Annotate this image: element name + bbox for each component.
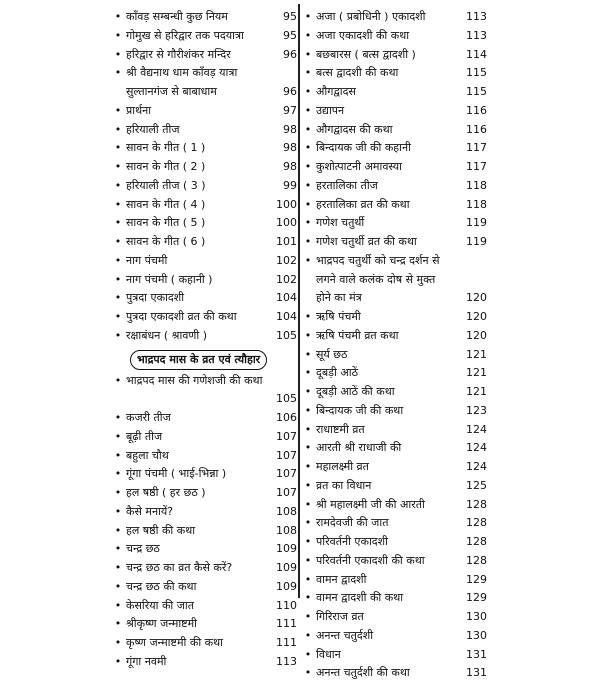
bullet-icon: • xyxy=(114,373,122,387)
toc-entry xyxy=(302,627,487,646)
toc-entry-page: 100 xyxy=(276,216,297,230)
bullet-icon: • xyxy=(114,141,122,155)
toc-entry xyxy=(112,252,297,271)
toc-entry-title: रामदेवजी की जात xyxy=(316,516,389,530)
toc-entry-title: गूंगा पंचमी ( भाई-भिन्ना ) xyxy=(126,467,227,481)
toc-entry xyxy=(302,496,487,515)
toc-entry xyxy=(112,64,297,102)
toc-entry xyxy=(112,233,297,252)
toc-entry-title: वामन द्वादशी की कथा xyxy=(316,591,404,605)
toc-entry-title: भाद्रपद चतुर्थी को चन्द्र दर्शन से लगने वाले कलंक दोष से मुक्त होने का मंत्र xyxy=(316,253,440,305)
toc-entry-title: दूबड़ी आठें की कथा xyxy=(316,385,395,398)
bullet-icon: • xyxy=(114,178,122,192)
toc-entry-page: 128 xyxy=(466,535,487,548)
toc-entry-page: 107 xyxy=(276,429,297,443)
toc-entry xyxy=(112,121,297,140)
toc-entry xyxy=(302,64,487,83)
toc-entry-page: 131 xyxy=(466,647,487,661)
toc-entry-title: सावन के गीत ( 5 ) xyxy=(126,216,206,230)
toc-entry xyxy=(112,540,297,559)
bullet-icon: • xyxy=(304,535,312,548)
toc-entry-page: 113 xyxy=(276,654,297,668)
toc-entry-page: 114 xyxy=(466,47,487,61)
toc-entry-title: बिन्दायक जी की कहानी xyxy=(316,141,411,155)
bullet-icon: • xyxy=(304,666,312,680)
toc-entry-page: 130 xyxy=(466,610,487,623)
toc-entry-title: राधाष्टमी व्रत xyxy=(316,422,365,436)
toc-entry-title: हरतालिका तीज xyxy=(316,178,378,192)
toc-entry-title: गोमुख से हरिद्वार तक पदयात्रा xyxy=(126,28,244,42)
toc-entry-page: 130 xyxy=(466,628,487,642)
toc-entry-title: अनन्त चतुर्दशी xyxy=(316,628,374,642)
bullet-icon: • xyxy=(304,422,312,436)
bullet-icon: • xyxy=(304,253,312,267)
toc-entry-title: ऋषि पंचमी व्रत कथा xyxy=(316,328,399,342)
toc-entry-page: 109 xyxy=(276,542,297,556)
toc-entry-page: 131 xyxy=(466,666,487,680)
toc-entry-page: 118 xyxy=(466,197,487,211)
toc-entry xyxy=(112,559,297,578)
toc-entry xyxy=(302,533,487,552)
toc-entry xyxy=(302,121,487,140)
toc-entry-title: औगद्वादस xyxy=(316,85,356,98)
bullet-icon: • xyxy=(114,235,122,248)
toc-entry-page: 97 xyxy=(283,103,297,117)
bullet-icon: • xyxy=(304,197,312,211)
toc-entry xyxy=(302,664,487,683)
bullet-icon: • xyxy=(114,467,122,481)
toc-entry-page: 124 xyxy=(466,460,487,473)
toc-entry xyxy=(112,634,297,653)
toc-entry-page: 111 xyxy=(276,636,297,649)
toc-entry-title: रक्षाबंधन ( श्रावणी ) xyxy=(126,328,208,342)
bullet-icon: • xyxy=(114,579,122,593)
toc-entry-title: बछबारस ( बत्स द्वादशी ) xyxy=(316,47,416,61)
bullet-icon: • xyxy=(304,553,312,567)
toc-entry-title: श्रीकृष्ण जन्माष्टमी xyxy=(126,617,198,631)
toc-entry-title: विधान xyxy=(316,647,341,661)
toc-entry xyxy=(112,158,297,177)
toc-entry-page: 123 xyxy=(466,403,487,417)
toc-entry xyxy=(302,102,487,121)
toc-entry-title: सूर्य छठ xyxy=(316,347,348,361)
toc-entry xyxy=(302,421,487,440)
toc-entry-page: 96 xyxy=(283,47,297,61)
toc-entry-page: 121 xyxy=(466,385,487,398)
toc-entry-page: 98 xyxy=(283,122,297,136)
toc-entry-title: वामन द्वादशी xyxy=(316,572,367,586)
toc-entry-page: 102 xyxy=(276,272,297,286)
toc-entry-title: काँवड़ सम्बन्धी कुछ नियम xyxy=(126,10,228,23)
bullet-icon: • xyxy=(304,103,312,117)
toc-entry-title: हरिद्वार से गौरीशंकर मन्दिर xyxy=(126,47,231,61)
toc-entry-title: गिरिराज व्रत xyxy=(316,610,364,623)
toc-entry-title: श्री महालक्ष्मी जी की आरती xyxy=(316,497,425,511)
toc-entry-page: 128 xyxy=(466,516,487,530)
toc-entry-page: 95 xyxy=(283,28,297,42)
section-heading-text: भाद्रपद मास के व्रत एवं त्यौहार xyxy=(130,350,267,370)
toc-entry-page: 110 xyxy=(276,598,297,612)
toc-entry xyxy=(302,196,487,215)
toc-entry xyxy=(302,402,487,421)
toc-entry-page: 116 xyxy=(466,122,487,136)
toc-entry-title: महालक्ष्मी व्रत xyxy=(316,460,369,473)
toc-entry-title: चन्द्र छठ xyxy=(126,542,160,556)
toc-entry-page: 106 xyxy=(276,411,297,424)
toc-entry-title: सावन के गीत ( 6 ) xyxy=(126,235,206,248)
toc-left-column xyxy=(112,8,297,672)
toc-entry-title: गूंगा नवमी xyxy=(126,654,167,668)
toc-entry xyxy=(112,27,297,46)
toc-entry xyxy=(302,158,487,177)
toc-entry-page: 111 xyxy=(276,617,297,631)
bullet-icon: • xyxy=(114,504,122,518)
toc-entry-title: श्री वैद्यनाथ धाम काँवड़ यात्रा सुल्तानगंज से बाबाधाम xyxy=(126,66,238,98)
toc-entry xyxy=(112,271,297,290)
toc-entry xyxy=(112,484,297,503)
toc-entry-title: सावन के गीत ( 4 ) xyxy=(126,197,206,211)
bullet-icon: • xyxy=(114,486,122,499)
toc-entry xyxy=(302,364,487,383)
toc-entry-title: नाग पंचमी xyxy=(126,253,168,267)
toc-entry xyxy=(302,214,487,233)
toc-entry xyxy=(302,608,487,627)
toc-entry xyxy=(112,465,297,484)
toc-entry-page: 107 xyxy=(276,448,297,462)
toc-entry-page: 124 xyxy=(466,441,487,455)
toc-entry xyxy=(112,139,297,158)
toc-entry-page: 120 xyxy=(466,291,487,305)
toc-entry xyxy=(302,383,487,402)
toc-entry-page: 117 xyxy=(466,160,487,173)
toc-entry-title: आरती श्री राधाजी की xyxy=(316,441,402,455)
toc-entry xyxy=(302,458,487,477)
toc-entry-page: 108 xyxy=(276,523,297,537)
bullet-icon: • xyxy=(304,178,312,192)
toc-entry-page: 124 xyxy=(466,422,487,436)
bullet-icon: • xyxy=(304,441,312,455)
bullet-icon: • xyxy=(114,253,122,267)
toc-entry-page: 109 xyxy=(276,561,297,574)
toc-entry-title: हरियाली तीज xyxy=(126,122,180,136)
bullet-icon: • xyxy=(114,598,122,612)
toc-entry-page: 104 xyxy=(276,310,297,323)
bullet-icon: • xyxy=(114,328,122,342)
toc-entry-page: 121 xyxy=(466,347,487,361)
toc-entry-page: 120 xyxy=(466,328,487,342)
bullet-icon: • xyxy=(304,10,312,23)
bullet-icon: • xyxy=(114,523,122,537)
toc-entry xyxy=(112,196,297,215)
toc-entry-page: 95 xyxy=(283,10,297,23)
toc-entry-title: गणेश चतुर्थी xyxy=(316,216,365,230)
bullet-icon: • xyxy=(304,216,312,230)
toc-entry-title: भाद्रपद मास की गणेशजी की कथा xyxy=(126,373,263,387)
toc-entry-page: 128 xyxy=(466,497,487,511)
toc-entry-title: अनन्त चतुर्दशी की कथा xyxy=(316,666,410,680)
toc-entry-title: केसरिया की जात xyxy=(126,598,195,612)
toc-entry-page: 119 xyxy=(466,235,487,248)
bullet-icon: • xyxy=(114,160,122,173)
toc-entry-page: 120 xyxy=(466,310,487,323)
toc-entry xyxy=(112,327,297,346)
toc-entry-page: 98 xyxy=(283,160,297,173)
toc-entry-page: 100 xyxy=(276,197,297,211)
toc-entry-title: कृष्ण जन्माष्टमी की कथा xyxy=(126,636,223,649)
toc-entry xyxy=(112,308,297,327)
bullet-icon: • xyxy=(304,478,312,492)
toc-entry xyxy=(302,252,487,308)
toc-entry xyxy=(112,522,297,541)
toc-entry xyxy=(112,409,297,428)
bullet-icon: • xyxy=(304,160,312,173)
toc-entry-page: 129 xyxy=(466,591,487,605)
bullet-icon: • xyxy=(304,28,312,42)
toc-entry-page: 105 xyxy=(276,392,297,406)
bullet-icon: • xyxy=(304,497,312,511)
column-divider xyxy=(298,4,300,598)
bullet-icon: • xyxy=(304,610,312,623)
toc-entry-title: पुत्रदा एकादशी व्रत की कथा xyxy=(126,310,237,323)
toc-entry xyxy=(112,214,297,233)
toc-entry xyxy=(302,139,487,158)
toc-entry xyxy=(302,552,487,571)
toc-entry xyxy=(302,514,487,533)
bullet-icon: • xyxy=(304,516,312,530)
toc-entry-title: ऋषि पंचमी xyxy=(316,310,361,323)
toc-entry-title: हल षष्ठी की कथा xyxy=(126,523,196,537)
bullet-icon: • xyxy=(114,448,122,462)
toc-entry-page: 105 xyxy=(276,328,297,342)
toc-entry xyxy=(302,646,487,665)
bullet-icon: • xyxy=(114,411,122,424)
toc-entry xyxy=(112,447,297,466)
toc-entry xyxy=(112,102,297,121)
toc-entry-title: दूबड़ी आठें xyxy=(316,366,358,380)
toc-entry-page: 116 xyxy=(466,103,487,117)
toc-entry-title: पुत्रदा एकादशी xyxy=(126,291,185,305)
bullet-icon: • xyxy=(304,310,312,323)
section-heading xyxy=(130,348,297,370)
toc-entry-title: हरियाली तीज ( 3 ) xyxy=(126,178,206,192)
toc-entry xyxy=(302,327,487,346)
bullet-icon: • xyxy=(114,28,122,42)
toc-entry-page: 118 xyxy=(466,178,487,192)
toc-entry-title: व्रत का विधान xyxy=(316,478,372,492)
bullet-icon: • xyxy=(304,328,312,342)
toc-entry xyxy=(302,439,487,458)
bullet-icon: • xyxy=(114,122,122,136)
toc-entry-page: 115 xyxy=(466,66,487,80)
toc-entry-page: 104 xyxy=(276,291,297,305)
toc-entry xyxy=(302,589,487,608)
toc-entry-page: 101 xyxy=(276,235,297,248)
bullet-icon: • xyxy=(304,572,312,586)
bullet-icon: • xyxy=(114,47,122,61)
toc-entry-title: औगद्वादस की कथा xyxy=(316,122,393,136)
toc-entry-title: हल षष्ठी ( हर छठ ) xyxy=(126,486,206,499)
toc-entry xyxy=(302,27,487,46)
bullet-icon: • xyxy=(114,542,122,556)
toc-entry xyxy=(302,46,487,65)
bullet-icon: • xyxy=(304,385,312,398)
bullet-icon: • xyxy=(304,347,312,361)
toc-entry-title: बूढ़ी तीज xyxy=(126,429,163,443)
toc-entry xyxy=(112,503,297,522)
toc-entry xyxy=(112,372,297,410)
toc-entry-title: हरतालिका व्रत की कथा xyxy=(316,197,410,211)
bullet-icon: • xyxy=(114,617,122,631)
bullet-icon: • xyxy=(114,310,122,323)
bullet-icon: • xyxy=(114,272,122,286)
bullet-icon: • xyxy=(304,235,312,248)
toc-entry xyxy=(112,8,297,27)
toc-entry xyxy=(302,177,487,196)
toc-entry xyxy=(112,653,297,672)
bullet-icon: • xyxy=(304,66,312,80)
bullet-icon: • xyxy=(114,429,122,443)
toc-entry-title: सावन के गीत ( 1 ) xyxy=(126,141,206,155)
toc-entry-title: चन्द्र छठ की कथा xyxy=(126,579,197,593)
toc-entry-title: अजा एकादशी की कथा xyxy=(316,28,410,42)
toc-entry-title: सावन के गीत ( 2 ) xyxy=(126,160,206,173)
toc-entry-page: 99 xyxy=(283,178,297,192)
bullet-icon: • xyxy=(304,647,312,661)
toc-entry-title: कजरी तीज xyxy=(126,411,171,424)
bullet-icon: • xyxy=(114,636,122,649)
toc-entry xyxy=(302,308,487,327)
bullet-icon: • xyxy=(304,85,312,98)
toc-entry xyxy=(302,477,487,496)
toc-entry-page: 128 xyxy=(466,553,487,567)
toc-entry xyxy=(302,571,487,590)
toc-entry-page: 102 xyxy=(276,253,297,267)
toc-entry-page: 113 xyxy=(466,28,487,42)
bullet-icon: • xyxy=(114,216,122,230)
bullet-icon: • xyxy=(114,197,122,211)
bullet-icon: • xyxy=(114,291,122,305)
toc-right-column xyxy=(302,8,487,683)
toc-entry-title: परिवर्तनी एकादशी xyxy=(316,535,388,548)
toc-entry-title: परिवर्तनी एकादशी की कथा xyxy=(316,553,425,567)
toc-entry-title: बहुला चौथ xyxy=(126,448,169,462)
toc-entry xyxy=(302,233,487,252)
toc-entry-title: चन्द्र छठ का व्रत कैसे करें? xyxy=(126,561,233,574)
toc-entry xyxy=(302,8,487,27)
toc-entry xyxy=(112,597,297,616)
toc-entry xyxy=(112,289,297,308)
bullet-icon: • xyxy=(304,141,312,155)
toc-entry xyxy=(112,578,297,597)
toc-entry xyxy=(112,177,297,196)
bullet-icon: • xyxy=(304,47,312,61)
toc-entry-page: 117 xyxy=(466,141,487,155)
toc-entry-title: गणेश चतुर्थी व्रत की कथा xyxy=(316,235,417,248)
toc-entry xyxy=(302,83,487,102)
toc-entry xyxy=(302,346,487,365)
toc-entry-title: प्रार्थना xyxy=(126,103,152,117)
toc-entry-page: 107 xyxy=(276,486,297,499)
bullet-icon: • xyxy=(304,628,312,642)
toc-entry-title: उद्यापन xyxy=(316,103,345,117)
bullet-icon: • xyxy=(114,66,122,80)
bullet-icon: • xyxy=(304,403,312,417)
bullet-icon: • xyxy=(114,561,122,574)
toc-entry-page: 121 xyxy=(466,366,487,380)
toc-entry-title: बत्स द्वादशी की कथा xyxy=(316,66,399,80)
toc-entry-page: 108 xyxy=(276,504,297,518)
toc-entry-page: 113 xyxy=(466,10,487,23)
bullet-icon: • xyxy=(304,122,312,136)
toc-entry xyxy=(112,615,297,634)
toc-entry-page: 129 xyxy=(466,572,487,586)
toc-entry-page: 98 xyxy=(283,141,297,155)
toc-entry-title: नाग पंचमी ( कहानी ) xyxy=(126,272,213,286)
toc-entry-title: कुशोत्पाटनी अमावस्या xyxy=(316,160,402,173)
toc-entry-page: 125 xyxy=(466,478,487,492)
toc-entry-title: अजा ( प्रबोधिनी ) एकादशी xyxy=(316,10,426,23)
toc-entry xyxy=(112,46,297,65)
bullet-icon: • xyxy=(114,654,122,668)
bullet-icon: • xyxy=(114,10,122,23)
toc-entry-title: कैसे मनायें? xyxy=(126,504,174,518)
bullet-icon: • xyxy=(304,591,312,605)
toc-entry-page: 109 xyxy=(276,579,297,593)
bullet-icon: • xyxy=(114,103,122,117)
toc-entry-page: 115 xyxy=(466,85,487,98)
bullet-icon: • xyxy=(304,460,312,473)
toc-entry-page: 107 xyxy=(276,467,297,481)
bullet-icon: • xyxy=(304,366,312,380)
toc-entry xyxy=(112,428,297,447)
toc-entry-page: 96 xyxy=(283,85,297,98)
toc-entry-page: 119 xyxy=(466,216,487,230)
toc-entry-title: बिन्दायक जी की कथा xyxy=(316,403,404,417)
